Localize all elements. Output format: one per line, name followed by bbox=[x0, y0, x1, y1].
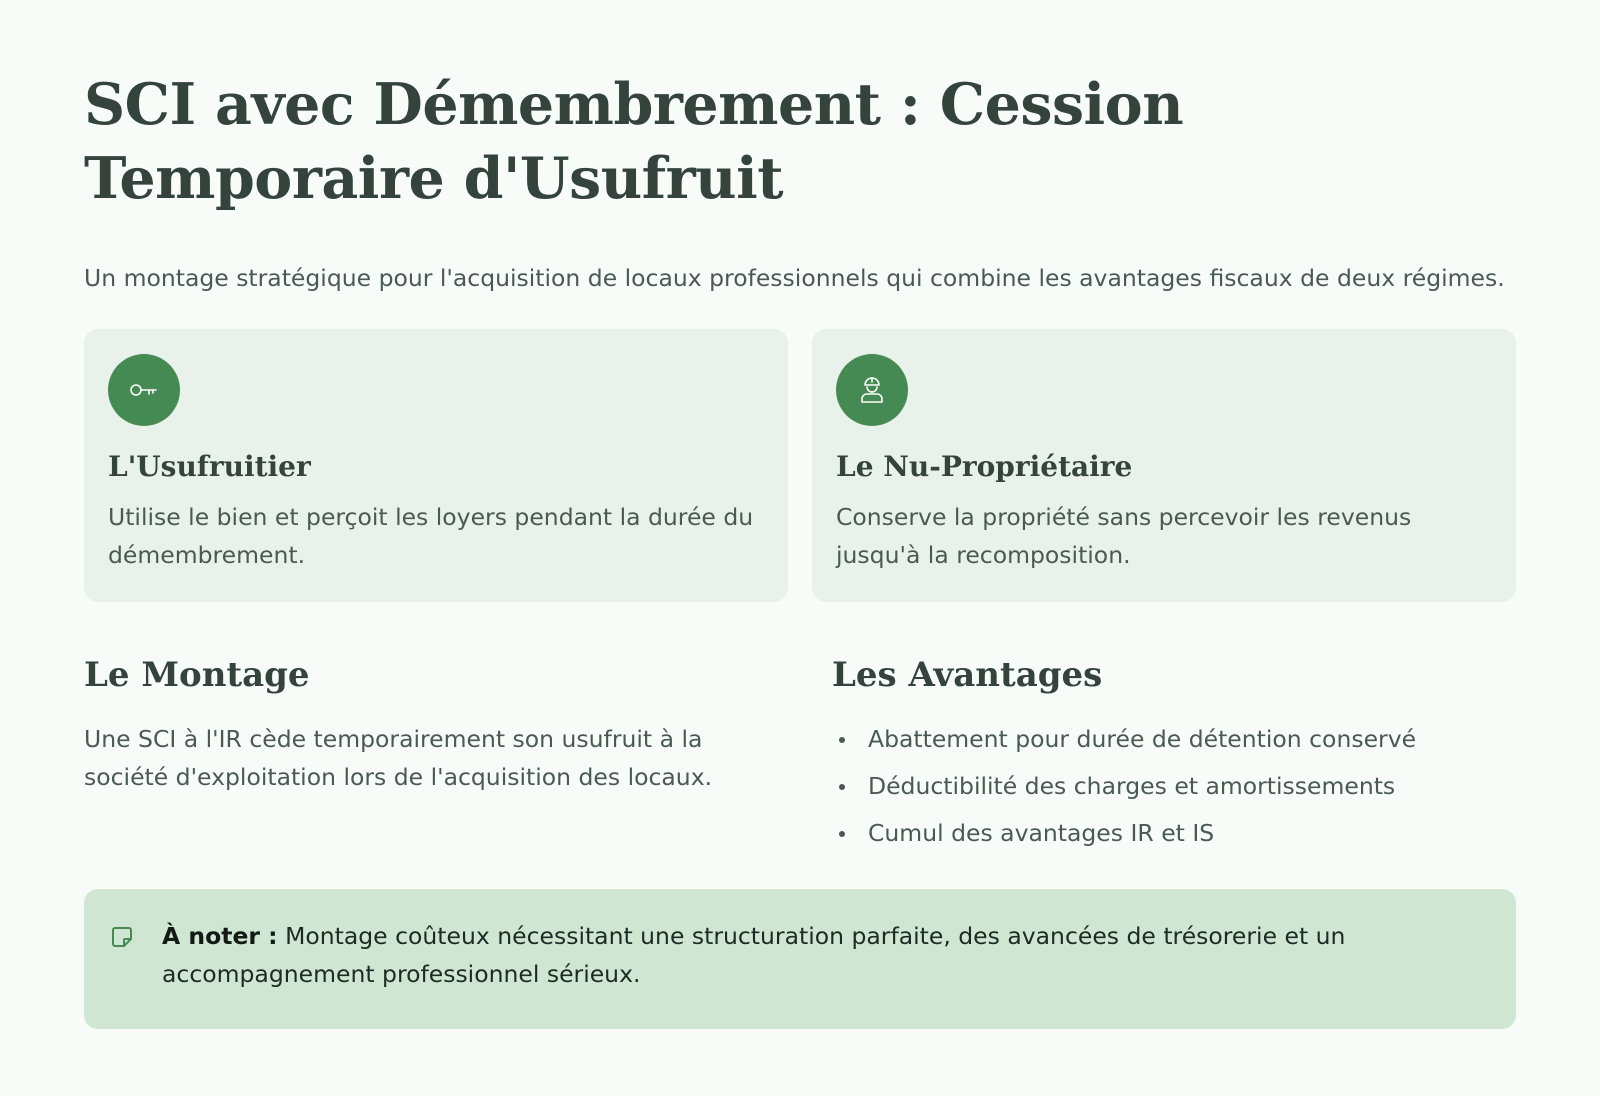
bullet-icon bbox=[839, 831, 845, 837]
card-text: Conserve la propriété sans percevoir les revenus jusqu'à la recomposition. bbox=[836, 503, 1412, 569]
note-label: À noter : bbox=[162, 922, 278, 950]
list-item-label: Déductibilité des charges et amortissements bbox=[868, 772, 1396, 800]
note-callout bbox=[84, 889, 1516, 1029]
bullet-icon bbox=[839, 737, 845, 743]
card-text: Utilise le bien et perçoit les loyers pendant la durée du démembrement. bbox=[108, 503, 754, 569]
note-text bbox=[162, 917, 1462, 993]
card-title: L'Usufruitier bbox=[108, 450, 311, 483]
key-icon bbox=[108, 354, 180, 426]
list-item bbox=[832, 720, 1416, 767]
bullet-icon bbox=[839, 784, 845, 790]
montage-text: Une SCI à l'IR cède temporairement son usufruit à la société d'exploitation lors de l'acquisition des locaux. bbox=[84, 725, 713, 791]
list-item-label: Abattement pour durée de détention conservé bbox=[868, 725, 1417, 753]
card-title: Le Nu-Propriétaire bbox=[836, 450, 1133, 483]
page-subtitle: Un montage stratégique pour l'acquisition de locaux professionnels qui combine les avantages fiscaux de deux régimes. bbox=[84, 264, 1505, 292]
list-item-label: Cumul des avantages IR et IS bbox=[868, 819, 1215, 847]
card-usufruitier bbox=[84, 329, 788, 602]
card-nu-proprietaire bbox=[812, 329, 1516, 602]
avantages-list bbox=[832, 720, 1416, 861]
page-title: SCI avec Démembrement : Cession Temporaire d'Usufruit bbox=[84, 71, 1184, 212]
worker-icon bbox=[836, 354, 908, 426]
list-item bbox=[832, 814, 1416, 861]
note-body: Montage coûteux nécessitant une structuration parfaite, des avancées de trésorerie et un accompagnement professionnel sérieux. bbox=[162, 922, 1346, 988]
list-item bbox=[832, 767, 1416, 814]
note-icon bbox=[110, 925, 134, 949]
avantages-title: Les Avantages bbox=[832, 655, 1103, 695]
montage-title: Le Montage bbox=[84, 655, 310, 695]
